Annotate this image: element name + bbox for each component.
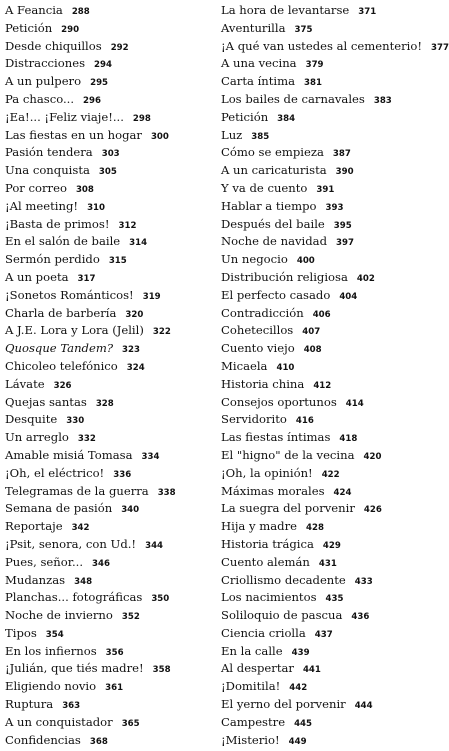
- toc-entry-title: Soliloquio de pascua: [221, 608, 343, 623]
- toc-entry: [221, 233, 411, 251]
- toc-entry: [221, 127, 411, 145]
- toc-entry: [221, 73, 411, 91]
- toc-entry-page-number: 400: [296, 256, 315, 267]
- toc-entry-title: Lávate: [5, 376, 45, 391]
- toc-entry-page-number: 371: [358, 7, 377, 17]
- toc-entry: [5, 536, 210, 554]
- toc-entry-title: A un caricaturista: [221, 163, 327, 178]
- toc-entry: [5, 589, 210, 607]
- toc-entry-title: ¡Al meeting!: [5, 198, 79, 213]
- toc-entry: [5, 660, 210, 678]
- toc-entry: [221, 607, 411, 625]
- toc-entry-page-number: 390: [335, 167, 354, 178]
- toc-entry: [5, 607, 210, 625]
- toc-entry: [5, 287, 210, 305]
- toc-entry-page-number: 356: [105, 647, 124, 658]
- toc-entry-title: Quosque Tandem?: [5, 341, 114, 356]
- toc-entry-title: Una conquista: [5, 163, 90, 178]
- toc-entry: [221, 714, 411, 732]
- toc-entry-page-number: 315: [108, 256, 127, 267]
- toc-entry-title: Petición: [221, 109, 269, 124]
- toc-entry-title: A una vecina: [221, 56, 297, 71]
- toc-entry-page-number: 384: [277, 113, 296, 124]
- toc-entry-page-number: 402: [356, 273, 375, 284]
- toc-entry: [5, 127, 210, 145]
- toc-entry-title: Pues, señor...: [5, 554, 84, 569]
- toc-entry-page-number: 387: [332, 149, 351, 160]
- toc-entry-title: Máximas morales: [221, 483, 325, 498]
- toc-entry-title: Las fiestas en un hogar: [5, 127, 142, 142]
- toc-entry-page-number: 298: [132, 113, 151, 124]
- toc-entry-title: Las fiestas íntimas: [221, 430, 331, 445]
- toc-entry-page-number: 342: [71, 523, 90, 534]
- toc-entry: [5, 394, 210, 412]
- toc-entry: [221, 2, 411, 20]
- toc-entry-page-number: 323: [122, 345, 140, 356]
- toc-entry-page-number: 445: [294, 718, 313, 729]
- toc-entry: [221, 376, 411, 394]
- toc-entry-page-number: 338: [157, 487, 176, 498]
- toc-entry-page-number: 416: [295, 416, 314, 427]
- toc-entry-page-number: 326: [53, 380, 72, 391]
- toc-entry-title: A un poeta: [5, 269, 69, 284]
- toc-entry: [5, 144, 210, 162]
- toc-entry-title: En la calle: [221, 643, 283, 658]
- toc-entry-page-number: 385: [251, 131, 270, 142]
- toc-entry-page-number: 292: [110, 42, 129, 53]
- toc-entry-page-number: 358: [152, 665, 171, 676]
- toc-entry: [221, 251, 411, 269]
- toc-entry: [221, 554, 411, 572]
- toc-entry-title: Criollismo decadente: [221, 572, 346, 587]
- toc-entry: [221, 91, 411, 109]
- toc-entry-title: Noche de invierno: [5, 608, 113, 623]
- toc-entry-page-number: 391: [316, 184, 335, 195]
- toc-entry-title: Reportaje: [5, 519, 63, 534]
- toc-entry: [5, 429, 210, 447]
- toc-entry-title: Distribución religiosa: [221, 269, 348, 284]
- toc-entry-title: ¡Basta de primos!: [5, 216, 110, 231]
- toc-entry: [5, 340, 210, 358]
- toc-entry-page-number: 449: [288, 736, 307, 747]
- toc-entry-page-number: 408: [303, 345, 322, 356]
- toc-entry: [5, 322, 210, 340]
- toc-entry: [5, 358, 210, 376]
- toc-entry-page-number: 312: [118, 220, 137, 231]
- toc-entry: [221, 696, 411, 714]
- toc-entry: [221, 411, 411, 429]
- toc-entry-title: Pa chasco...: [5, 91, 75, 106]
- toc-entry: [5, 447, 210, 465]
- toc-entry: [221, 322, 411, 340]
- toc-entry: [5, 216, 210, 234]
- toc-entry-title: Campestre: [221, 714, 286, 729]
- toc-entry: [221, 20, 411, 38]
- toc-entry-page-number: 383: [373, 95, 392, 106]
- toc-entry: [5, 572, 210, 590]
- toc-entry-page-number: 317: [77, 273, 96, 284]
- toc-entry-title: Chicoleo telefónico: [5, 358, 118, 373]
- toc-entry: [221, 216, 411, 234]
- toc-entry-title: Un negocio: [221, 252, 288, 267]
- toc-entry-page-number: 348: [74, 576, 93, 587]
- toc-entry: [5, 518, 210, 536]
- toc-entry: [5, 109, 210, 127]
- toc-entry-page-number: 363: [62, 701, 81, 712]
- toc-entry-page-number: 437: [314, 629, 333, 640]
- toc-entry-page-number: 336: [113, 469, 132, 480]
- toc-entry-page-number: 424: [333, 487, 352, 498]
- toc-entry-page-number: 288: [71, 7, 90, 17]
- toc-entry: [221, 269, 411, 287]
- toc-entry-page-number: 420: [363, 451, 382, 462]
- toc-entry: [5, 376, 210, 394]
- toc-entry-page-number: 431: [318, 558, 337, 569]
- toc-entry-page-number: 404: [339, 291, 358, 302]
- toc-entry-title: Cómo se empieza: [221, 145, 324, 160]
- toc-entry-title: ¡Julián, que tiés madre!: [5, 661, 144, 676]
- toc-entry-title: Después del baile: [221, 216, 325, 231]
- toc-entry: [221, 162, 411, 180]
- toc-entry-title: Luz: [221, 127, 243, 142]
- toc-entry: [221, 144, 411, 162]
- toc-entry: [221, 38, 449, 56]
- toc-entry: [221, 643, 411, 661]
- toc-entry: [221, 109, 411, 127]
- toc-entry: [221, 625, 411, 643]
- toc-entry-page-number: 426: [363, 505, 382, 516]
- toc-entry: [221, 287, 411, 305]
- toc-entry-title: Carta íntima: [221, 74, 296, 89]
- toc-entry: [5, 500, 210, 518]
- toc-entry: [221, 536, 411, 554]
- toc-entry-title: Charla de barbería: [5, 305, 117, 320]
- toc-entry-title: La hora de levantarse: [221, 3, 350, 17]
- toc-entry-page-number: 412: [313, 380, 332, 391]
- toc-entry-page-number: 418: [339, 434, 358, 445]
- toc-entry-page-number: 322: [152, 327, 171, 338]
- toc-entry-title: El yerno del porvenir: [221, 697, 346, 712]
- toc-entry-page-number: 305: [98, 167, 117, 178]
- toc-entry: [5, 714, 210, 732]
- toc-entry-title: Distracciones: [5, 56, 86, 71]
- toc-entry-page-number: 435: [325, 594, 344, 605]
- toc-entry-title: Por correo: [5, 180, 67, 195]
- toc-entry-page-number: 406: [312, 309, 331, 320]
- toc-entry: [221, 394, 411, 412]
- toc-entry: [221, 180, 411, 198]
- toc-entry-title: Consejos oportunos: [221, 394, 337, 409]
- toc-entry: [5, 305, 210, 323]
- toc-entry: [5, 678, 210, 696]
- toc-entry-page-number: 346: [92, 558, 110, 569]
- toc-entry-title: Ruptura: [5, 697, 54, 712]
- toc-entry: [5, 55, 210, 73]
- toc-entry-title: En el salón de baile: [5, 234, 121, 249]
- toc-entry: [5, 38, 210, 56]
- toc-entry-page-number: 294: [94, 60, 112, 71]
- toc-entry-title: El perfecto casado: [221, 287, 331, 302]
- toc-entry-title: El "higno" de la vecina: [221, 447, 355, 462]
- toc-entry-page-number: 436: [351, 612, 370, 623]
- toc-entry-page-number: 352: [121, 612, 140, 623]
- toc-entry-title: Los nacimientos: [221, 590, 317, 605]
- toc-entry-title: Semana de pasión: [5, 501, 113, 516]
- toc-entry-title: Mudanzas: [5, 572, 66, 587]
- toc-entry: [5, 233, 210, 251]
- toc-entry-page-number: 361: [105, 683, 124, 694]
- toc-entry: [5, 465, 210, 483]
- toc-entry-title: ¡Ea!... ¡Feliz viaje!...: [5, 109, 124, 124]
- toc-entry-page-number: 444: [354, 701, 373, 712]
- toc-entry-title: Confidencias: [5, 732, 81, 747]
- toc-entry-title: Desquite: [5, 412, 58, 427]
- toc-entry-title: Historia trágica: [221, 536, 314, 551]
- toc-entry-page-number: 295: [90, 78, 109, 89]
- toc-entry: [5, 269, 210, 287]
- toc-entry-title: Pasión tendera: [5, 145, 93, 160]
- toc-entry-title: La suegra del porvenir: [221, 501, 355, 516]
- toc-entry: [5, 625, 210, 643]
- toc-entry-page-number: 428: [305, 523, 324, 534]
- toc-entry-page-number: 395: [333, 220, 352, 231]
- toc-entry: [221, 55, 411, 73]
- toc-entry: [221, 572, 411, 590]
- toc-entry-title: Planchas... fotográficas: [5, 590, 143, 605]
- toc-entry-title: ¡A qué van ustedes al cementerio!: [221, 38, 423, 53]
- toc-entry: [221, 340, 411, 358]
- toc-entry-title: Amable misiá Tomasa: [5, 447, 133, 462]
- toc-entry-title: Ciencia criolla: [221, 625, 306, 640]
- toc-entry-page-number: 410: [276, 362, 295, 373]
- toc-entry-page-number: 393: [325, 202, 344, 213]
- toc-entry-page-number: 375: [294, 24, 313, 35]
- toc-entry-page-number: 308: [75, 184, 94, 195]
- toc-entry-page-number: 397: [336, 238, 354, 249]
- toc-entry-page-number: 324: [126, 362, 145, 373]
- toc-entry: [5, 20, 210, 38]
- toc-entry-title: Y va de cuento: [221, 180, 308, 195]
- toc-entry-page-number: 429: [322, 540, 341, 551]
- toc-entry-title: En los infiernos: [5, 643, 97, 658]
- toc-entry-page-number: 379: [305, 60, 324, 71]
- toc-entry-page-number: 303: [101, 149, 120, 160]
- toc-entry-title: Hablar a tiempo: [221, 198, 317, 213]
- toc-entry-page-number: 407: [302, 327, 321, 338]
- toc-entry-page-number: 314: [129, 238, 148, 249]
- toc-entry: [5, 162, 210, 180]
- toc-entry-page-number: 334: [141, 451, 160, 462]
- toc-entry-page-number: 439: [291, 647, 310, 658]
- toc-entry: [221, 589, 411, 607]
- toc-entry-title: ¡Domitila!: [221, 679, 281, 694]
- toc-entry: [221, 660, 411, 678]
- toc-entry-title: Noche de navidad: [221, 234, 327, 249]
- toc-entry-title: Petición: [5, 20, 53, 35]
- toc-entry: [5, 91, 210, 109]
- toc-entry-title: Quejas santas: [5, 394, 87, 409]
- toc-entry-page-number: 350: [151, 594, 170, 605]
- toc-entry-title: A J.E. Lora y Lora (Jelil): [5, 323, 144, 338]
- toc-entry-page-number: 441: [302, 665, 321, 676]
- toc-entry-title: Al despertar: [221, 661, 294, 676]
- toc-left-column: [5, 2, 210, 749]
- toc-entry-page-number: 368: [89, 736, 108, 747]
- toc-entry-title: Tipos: [5, 625, 37, 640]
- toc-entry: [221, 500, 411, 518]
- toc-entry-title: Desde chiquillos: [5, 38, 102, 53]
- toc-entry-page-number: 310: [87, 202, 106, 213]
- toc-entry-page-number: 377: [431, 42, 449, 53]
- toc-entry: [5, 732, 210, 750]
- toc-entry-title: Cohetecillos: [221, 323, 294, 338]
- toc-entry-title: ¡Misterio!: [221, 732, 280, 747]
- toc-entry-title: Sermón perdido: [5, 252, 100, 267]
- toc-entry-title: ¡Sonetos Románticos!: [5, 287, 134, 302]
- toc-entry-page-number: 340: [121, 505, 140, 516]
- toc-right-column: [221, 2, 449, 749]
- toc-entry: [5, 411, 210, 429]
- toc-entry-page-number: 344: [145, 540, 164, 551]
- toc-entry: [221, 305, 411, 323]
- toc-entry-title: Telegramas de la guerra: [5, 483, 149, 498]
- toc-entry-page-number: 422: [321, 469, 340, 480]
- toc-entry: [5, 2, 210, 20]
- toc-entry: [5, 198, 210, 216]
- toc-entry-title: Contradicción: [221, 305, 304, 320]
- toc-entry-page-number: 296: [83, 95, 101, 106]
- toc-entry-page-number: 320: [125, 309, 144, 320]
- toc-entry: [221, 447, 411, 465]
- toc-entry-title: Cuento alemán: [221, 554, 310, 569]
- toc-entry-title: ¡Psit, senora, con Ud.!: [5, 536, 137, 551]
- toc-entry-title: ¡Oh, la opinión!: [221, 465, 313, 480]
- toc-entry-title: A Feancia: [5, 3, 63, 17]
- toc-entry: [221, 429, 411, 447]
- toc-entry: [5, 251, 210, 269]
- toc-entry-title: Aventurilla: [221, 20, 286, 35]
- toc-entry-title: Un arreglo: [5, 430, 69, 445]
- toc-entry: [5, 180, 210, 198]
- toc-entry: [221, 518, 411, 536]
- toc-entry: [221, 465, 411, 483]
- toc-entry-title: Los bailes de carnavales: [221, 91, 365, 106]
- toc-entry-page-number: 381: [304, 78, 322, 89]
- toc-entry: [5, 483, 210, 501]
- toc-entry: [221, 198, 411, 216]
- toc-entry-title: Eligiendo novio: [5, 679, 97, 694]
- toc-entry-title: Historia china: [221, 376, 305, 391]
- toc-entry-page-number: 330: [66, 416, 85, 427]
- toc-entry-page-number: 328: [95, 398, 114, 409]
- toc-entry-page-number: 332: [77, 434, 96, 445]
- toc-entry: [221, 358, 411, 376]
- toc-entry: [5, 73, 210, 91]
- toc-entry: [5, 643, 210, 661]
- toc-entry-page-number: 365: [121, 718, 140, 729]
- toc-entry: [221, 483, 411, 501]
- toc-entry-title: Micaela: [221, 358, 268, 373]
- toc-entry-page-number: 442: [289, 683, 308, 694]
- toc-entry-title: Cuento viejo: [221, 341, 295, 356]
- toc-entry-page-number: 414: [345, 398, 364, 409]
- toc-entry-page-number: 319: [142, 291, 161, 302]
- toc-entry-page-number: 300: [150, 131, 169, 142]
- toc-entry-title: Hija y madre: [221, 519, 297, 534]
- toc-entry-title: A un pulpero: [5, 74, 82, 89]
- toc-entry-page-number: 290: [61, 24, 80, 35]
- toc-entry: [221, 732, 411, 750]
- toc-entry-page-number: 354: [45, 629, 64, 640]
- toc-entry-page-number: 433: [354, 576, 373, 587]
- toc-entry-title: A un conquistador: [5, 714, 113, 729]
- toc-entry-title: Servidorito: [221, 412, 287, 427]
- toc-entry: [5, 554, 210, 572]
- toc-entry-title: ¡Oh, el eléctrico!: [5, 465, 105, 480]
- toc-entry: [5, 696, 210, 714]
- toc-entry: [221, 678, 411, 696]
